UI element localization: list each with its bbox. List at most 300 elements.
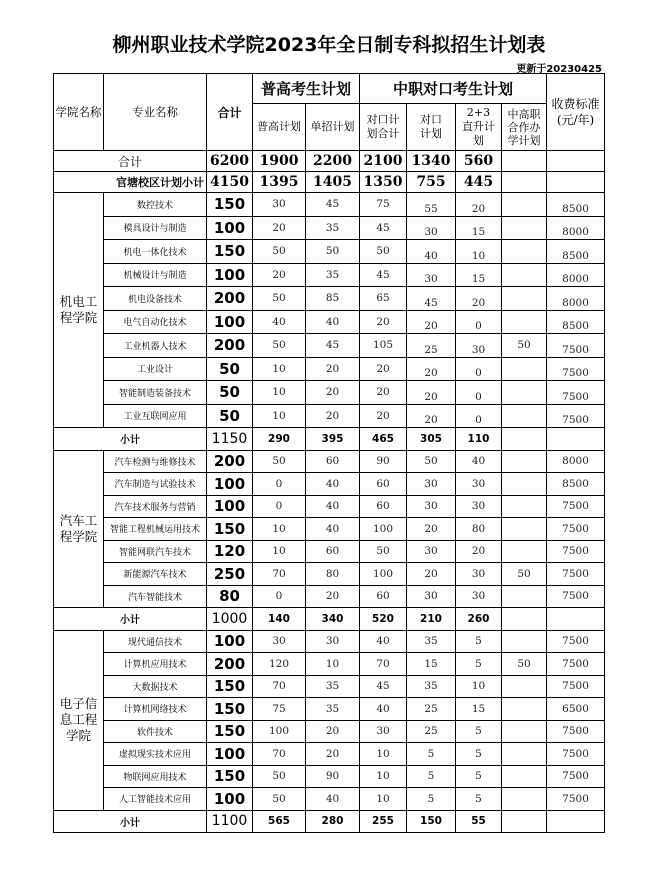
subtotal-label: 小计 <box>54 810 207 833</box>
major-name: 计算机应用技术 <box>104 653 207 676</box>
major-coop <box>502 310 547 334</box>
major-plan-2-3: 15 <box>456 698 502 721</box>
major-voc-plan: 20 <box>407 404 456 428</box>
major-voc-total: 100 <box>360 518 407 541</box>
major-voc-total: 60 <box>360 585 407 608</box>
major-total: 200 <box>207 334 253 358</box>
major-general: 0 <box>253 473 306 496</box>
subtotal-general: 565 <box>253 810 306 833</box>
table-row <box>54 381 605 405</box>
subtotal-single: 280 <box>306 810 360 833</box>
major-single: 40 <box>306 788 360 811</box>
major-single: 20 <box>306 743 360 766</box>
major-total: 150 <box>207 240 253 264</box>
major-name: 电气自动化技术 <box>104 310 207 334</box>
major-total: 50 <box>207 381 253 405</box>
table-row <box>54 287 605 311</box>
major-general: 10 <box>253 381 306 405</box>
major-single: 35 <box>306 263 360 287</box>
major-voc-total: 45 <box>360 263 407 287</box>
major-name: 模具设计与制造 <box>104 216 207 240</box>
subtotal-row <box>54 428 605 451</box>
major-single: 50 <box>306 240 360 264</box>
major-total: 50 <box>207 357 253 381</box>
major-voc-total: 45 <box>360 216 407 240</box>
grand-total-general: 1900 <box>253 151 306 172</box>
major-plan-2-3: 5 <box>456 720 502 743</box>
major-plan-2-3: 20 <box>456 287 502 311</box>
major-coop: 50 <box>502 563 547 586</box>
major-name: 汽车检测与维修技术 <box>104 450 207 473</box>
major-plan-2-3: 30 <box>456 563 502 586</box>
table-row <box>54 495 605 518</box>
major-plan-2-3: 30 <box>456 495 502 518</box>
major-general: 0 <box>253 585 306 608</box>
updated-date: 更新于20230425 <box>516 64 602 75</box>
major-total: 200 <box>207 653 253 676</box>
header-2-3-plan: 2+3直升计划 <box>456 104 502 151</box>
campus-total-general: 1395 <box>253 172 306 193</box>
table-row <box>54 765 605 788</box>
subtotal-row <box>54 608 605 631</box>
major-voc-total: 105 <box>360 334 407 358</box>
subtotal-total: 1000 <box>207 608 253 631</box>
grand-total-row <box>54 151 605 172</box>
major-single: 10 <box>306 653 360 676</box>
grand-total-single: 2200 <box>306 151 360 172</box>
major-plan-2-3: 0 <box>456 381 502 405</box>
major-total: 150 <box>207 193 253 217</box>
major-voc-total: 20 <box>360 310 407 334</box>
major-name: 智能网联汽车技术 <box>104 540 207 563</box>
major-fee: 7500 <box>547 404 605 428</box>
table-row <box>54 720 605 743</box>
table-row <box>54 334 605 358</box>
major-coop <box>502 585 547 608</box>
table-row <box>54 540 605 563</box>
major-coop <box>502 381 547 405</box>
major-fee: 8500 <box>547 193 605 217</box>
table-row <box>54 193 605 217</box>
major-fee: 8000 <box>547 263 605 287</box>
subtotal-label: 小计 <box>54 428 207 451</box>
major-general: 30 <box>253 630 306 653</box>
major-voc-total: 75 <box>360 193 407 217</box>
header-vocational-group: 中职对口考生计划 <box>360 74 547 104</box>
major-voc-total: 50 <box>360 240 407 264</box>
major-voc-plan: 15 <box>407 653 456 676</box>
subtotal-plan-2-3: 110 <box>456 428 502 451</box>
major-plan-2-3: 80 <box>456 518 502 541</box>
major-voc-total: 50 <box>360 540 407 563</box>
grand-total-total: 6200 <box>207 151 253 172</box>
major-coop <box>502 240 547 264</box>
major-voc-plan: 35 <box>407 630 456 653</box>
major-name: 汽车技术服务与营销 <box>104 495 207 518</box>
major-total: 100 <box>207 788 253 811</box>
major-coop <box>502 473 547 496</box>
major-coop <box>502 450 547 473</box>
major-fee: 6500 <box>547 698 605 721</box>
subtotal-voc-total: 520 <box>360 608 407 631</box>
major-total: 80 <box>207 585 253 608</box>
major-single: 20 <box>306 357 360 381</box>
subtotal-coop <box>502 810 547 833</box>
major-total: 120 <box>207 540 253 563</box>
major-coop <box>502 630 547 653</box>
major-name: 汽车智能技术 <box>104 585 207 608</box>
subtotal-total: 1150 <box>207 428 253 451</box>
subtotal-coop <box>502 428 547 451</box>
major-general: 10 <box>253 540 306 563</box>
major-single: 30 <box>306 630 360 653</box>
major-fee: 7500 <box>547 334 605 358</box>
major-voc-plan: 35 <box>407 675 456 698</box>
major-coop <box>502 743 547 766</box>
major-general: 50 <box>253 450 306 473</box>
major-name: 数控技术 <box>104 193 207 217</box>
major-total: 150 <box>207 720 253 743</box>
major-name: 智能工程机械运用技术 <box>104 518 207 541</box>
major-fee: 7500 <box>547 540 605 563</box>
major-plan-2-3: 10 <box>456 240 502 264</box>
major-general: 20 <box>253 216 306 240</box>
major-coop <box>502 263 547 287</box>
campus-total-voc-total: 1350 <box>360 172 407 193</box>
major-total: 50 <box>207 404 253 428</box>
major-total: 100 <box>207 263 253 287</box>
major-voc-plan: 5 <box>407 765 456 788</box>
major-single: 45 <box>306 193 360 217</box>
table-row <box>54 630 605 653</box>
major-voc-plan: 20 <box>407 381 456 405</box>
major-single: 20 <box>306 720 360 743</box>
major-general: 70 <box>253 675 306 698</box>
major-voc-plan: 20 <box>407 310 456 334</box>
major-voc-plan: 55 <box>407 193 456 217</box>
major-total: 150 <box>207 518 253 541</box>
major-fee: 8500 <box>547 240 605 264</box>
major-fee: 7500 <box>547 675 605 698</box>
grand-total-coop <box>502 151 547 172</box>
major-fee: 7500 <box>547 357 605 381</box>
header-college: 学院名称 <box>54 74 104 151</box>
major-single: 35 <box>306 216 360 240</box>
campus-total-label: 官塘校区计划小计 <box>54 172 207 193</box>
major-name: 工业机器人技术 <box>104 334 207 358</box>
major-fee: 7500 <box>547 653 605 676</box>
major-single: 35 <box>306 675 360 698</box>
major-total: 150 <box>207 765 253 788</box>
major-voc-plan: 25 <box>407 698 456 721</box>
major-total: 200 <box>207 287 253 311</box>
major-coop <box>502 698 547 721</box>
major-general: 100 <box>253 720 306 743</box>
subtotal-plan-2-3: 260 <box>456 608 502 631</box>
major-total: 200 <box>207 450 253 473</box>
major-single: 20 <box>306 404 360 428</box>
major-fee: 7500 <box>547 630 605 653</box>
grand-total-voc-plan: 1340 <box>407 151 456 172</box>
major-total: 250 <box>207 563 253 586</box>
major-single: 35 <box>306 698 360 721</box>
major-general: 50 <box>253 240 306 264</box>
subtotal-label: 小计 <box>54 608 207 631</box>
header-coop-plan: 中高职合作办学计划 <box>502 104 547 151</box>
subtotal-voc-total: 255 <box>360 810 407 833</box>
major-total: 150 <box>207 675 253 698</box>
major-voc-plan: 20 <box>407 518 456 541</box>
major-fee: 7500 <box>547 720 605 743</box>
major-single: 90 <box>306 765 360 788</box>
subtotal-general: 290 <box>253 428 306 451</box>
major-fee: 8000 <box>547 216 605 240</box>
subtotal-single: 340 <box>306 608 360 631</box>
major-single: 45 <box>306 334 360 358</box>
college-name: 汽车工程学院 <box>54 450 104 608</box>
major-voc-plan: 40 <box>407 240 456 264</box>
grand-total-2-3: 560 <box>456 151 502 172</box>
major-total: 100 <box>207 310 253 334</box>
major-coop <box>502 495 547 518</box>
major-general: 40 <box>253 310 306 334</box>
major-voc-plan: 20 <box>407 357 456 381</box>
major-voc-plan: 45 <box>407 287 456 311</box>
major-fee: 7500 <box>547 585 605 608</box>
major-general: 0 <box>253 495 306 518</box>
table-row <box>54 653 605 676</box>
major-voc-plan: 30 <box>407 216 456 240</box>
header-single-plan: 单招计划 <box>306 104 360 151</box>
major-general: 50 <box>253 765 306 788</box>
major-plan-2-3: 0 <box>456 357 502 381</box>
major-coop <box>502 287 547 311</box>
major-plan-2-3: 5 <box>456 653 502 676</box>
header-voc-plan: 对口计划 <box>407 104 456 151</box>
major-name: 人工智能技术应用 <box>104 788 207 811</box>
major-coop <box>502 765 547 788</box>
major-total: 100 <box>207 216 253 240</box>
major-fee: 7500 <box>547 495 605 518</box>
major-single: 20 <box>306 585 360 608</box>
header-voc-total: 对口计划合计 <box>360 104 407 151</box>
major-coop <box>502 193 547 217</box>
major-plan-2-3: 0 <box>456 404 502 428</box>
major-plan-2-3: 5 <box>456 765 502 788</box>
major-fee: 7500 <box>547 563 605 586</box>
college-name: 机电工程学院 <box>54 193 104 428</box>
major-name: 智能制造装备技术 <box>104 381 207 405</box>
major-plan-2-3: 30 <box>456 473 502 496</box>
major-general: 50 <box>253 788 306 811</box>
major-voc-plan: 30 <box>407 495 456 518</box>
major-general: 120 <box>253 653 306 676</box>
major-general: 50 <box>253 334 306 358</box>
major-fee: 7500 <box>547 518 605 541</box>
major-total: 100 <box>207 743 253 766</box>
major-coop <box>502 216 547 240</box>
major-name: 现代通信技术 <box>104 630 207 653</box>
table-row <box>54 357 605 381</box>
major-single: 85 <box>306 287 360 311</box>
major-voc-plan: 30 <box>407 540 456 563</box>
major-total: 100 <box>207 495 253 518</box>
major-voc-plan: 25 <box>407 720 456 743</box>
subtotal-fee <box>547 608 605 631</box>
subtotal-voc-total: 465 <box>360 428 407 451</box>
major-name: 工业互联网应用 <box>104 404 207 428</box>
table-row <box>54 263 605 287</box>
major-single: 40 <box>306 518 360 541</box>
table-row <box>54 404 605 428</box>
college-name: 电子信息工程学院 <box>54 630 104 810</box>
major-voc-total: 10 <box>360 765 407 788</box>
grand-total-label: 合计 <box>54 151 207 172</box>
major-fee: 8000 <box>547 450 605 473</box>
major-name: 计算机网络技术 <box>104 698 207 721</box>
major-voc-total: 20 <box>360 381 407 405</box>
major-general: 75 <box>253 698 306 721</box>
table-row <box>54 240 605 264</box>
table-row <box>54 216 605 240</box>
major-fee: 7500 <box>547 765 605 788</box>
major-name: 软件技术 <box>104 720 207 743</box>
header-total: 合计 <box>207 74 253 151</box>
major-plan-2-3: 20 <box>456 193 502 217</box>
campus-total-fee <box>547 172 605 193</box>
major-plan-2-3: 10 <box>456 675 502 698</box>
table-row <box>54 473 605 496</box>
subtotal-total: 1100 <box>207 810 253 833</box>
enrollment-plan-table <box>53 73 605 833</box>
major-name: 物联网应用技术 <box>104 765 207 788</box>
major-name: 大数据技术 <box>104 675 207 698</box>
major-general: 10 <box>253 357 306 381</box>
major-plan-2-3: 15 <box>456 216 502 240</box>
subtotal-voc-plan: 150 <box>407 810 456 833</box>
major-coop <box>502 720 547 743</box>
major-fee: 8500 <box>547 473 605 496</box>
major-name: 虚拟现实技术应用 <box>104 743 207 766</box>
major-fee: 7500 <box>547 381 605 405</box>
major-coop: 50 <box>502 653 547 676</box>
major-single: 60 <box>306 450 360 473</box>
table-row <box>54 698 605 721</box>
major-coop <box>502 404 547 428</box>
table-row <box>54 743 605 766</box>
major-voc-plan: 30 <box>407 585 456 608</box>
major-voc-plan: 5 <box>407 788 456 811</box>
major-plan-2-3: 5 <box>456 743 502 766</box>
major-coop <box>502 788 547 811</box>
major-coop <box>502 675 547 698</box>
major-general: 10 <box>253 404 306 428</box>
major-general: 50 <box>253 287 306 311</box>
subtotal-general: 140 <box>253 608 306 631</box>
major-plan-2-3: 5 <box>456 630 502 653</box>
major-name: 机电一体化技术 <box>104 240 207 264</box>
major-coop <box>502 357 547 381</box>
major-voc-total: 20 <box>360 404 407 428</box>
major-voc-plan: 50 <box>407 450 456 473</box>
major-plan-2-3: 30 <box>456 585 502 608</box>
major-voc-total: 40 <box>360 698 407 721</box>
major-general: 30 <box>253 193 306 217</box>
major-voc-total: 10 <box>360 788 407 811</box>
table-row <box>54 585 605 608</box>
subtotal-voc-plan: 305 <box>407 428 456 451</box>
major-voc-total: 45 <box>360 675 407 698</box>
campus-total-voc-plan: 755 <box>407 172 456 193</box>
table-row <box>54 310 605 334</box>
grand-total-voc-total: 2100 <box>360 151 407 172</box>
table-row <box>54 450 605 473</box>
campus-total-total: 4150 <box>207 172 253 193</box>
major-plan-2-3: 5 <box>456 788 502 811</box>
major-single: 60 <box>306 540 360 563</box>
table-row <box>54 563 605 586</box>
header-major: 专业名称 <box>104 74 207 151</box>
major-voc-total: 10 <box>360 743 407 766</box>
subtotal-fee <box>547 810 605 833</box>
major-voc-plan: 20 <box>407 563 456 586</box>
major-general: 70 <box>253 743 306 766</box>
major-voc-plan: 5 <box>407 743 456 766</box>
major-voc-plan: 25 <box>407 334 456 358</box>
header-general-group: 普高考生计划 <box>253 74 360 104</box>
table-row <box>54 518 605 541</box>
major-voc-total: 60 <box>360 473 407 496</box>
table-row <box>54 788 605 811</box>
subtotal-fee <box>547 428 605 451</box>
major-coop: 50 <box>502 334 547 358</box>
major-fee: 8000 <box>547 287 605 311</box>
subtotal-row <box>54 810 605 833</box>
major-single: 40 <box>306 310 360 334</box>
major-voc-total: 20 <box>360 357 407 381</box>
major-single: 40 <box>306 495 360 518</box>
campus-total-coop <box>502 172 547 193</box>
major-plan-2-3: 15 <box>456 263 502 287</box>
major-voc-total: 65 <box>360 287 407 311</box>
major-plan-2-3: 40 <box>456 450 502 473</box>
table-row <box>54 675 605 698</box>
major-general: 70 <box>253 563 306 586</box>
major-name: 新能源汽车技术 <box>104 563 207 586</box>
campus-total-2-3: 445 <box>456 172 502 193</box>
major-voc-plan: 30 <box>407 473 456 496</box>
major-plan-2-3: 30 <box>456 334 502 358</box>
major-name: 机械设计与制造 <box>104 263 207 287</box>
page-title: 柳州职业技术学院2023年全日制专科拟招生计划表 <box>112 34 546 56</box>
major-coop <box>502 518 547 541</box>
major-general: 20 <box>253 263 306 287</box>
header-fee: 收费标准(元/年) <box>547 74 605 151</box>
major-plan-2-3: 0 <box>456 310 502 334</box>
major-general: 10 <box>253 518 306 541</box>
major-coop <box>502 540 547 563</box>
major-name: 工业设计 <box>104 357 207 381</box>
header-general-plan: 普高计划 <box>253 104 306 151</box>
major-voc-total: 70 <box>360 653 407 676</box>
major-voc-total: 30 <box>360 720 407 743</box>
major-name: 汽车制造与试验技术 <box>104 473 207 496</box>
major-fee: 7500 <box>547 788 605 811</box>
major-plan-2-3: 20 <box>456 540 502 563</box>
major-voc-total: 60 <box>360 495 407 518</box>
major-single: 20 <box>306 381 360 405</box>
grand-total-fee <box>547 151 605 172</box>
